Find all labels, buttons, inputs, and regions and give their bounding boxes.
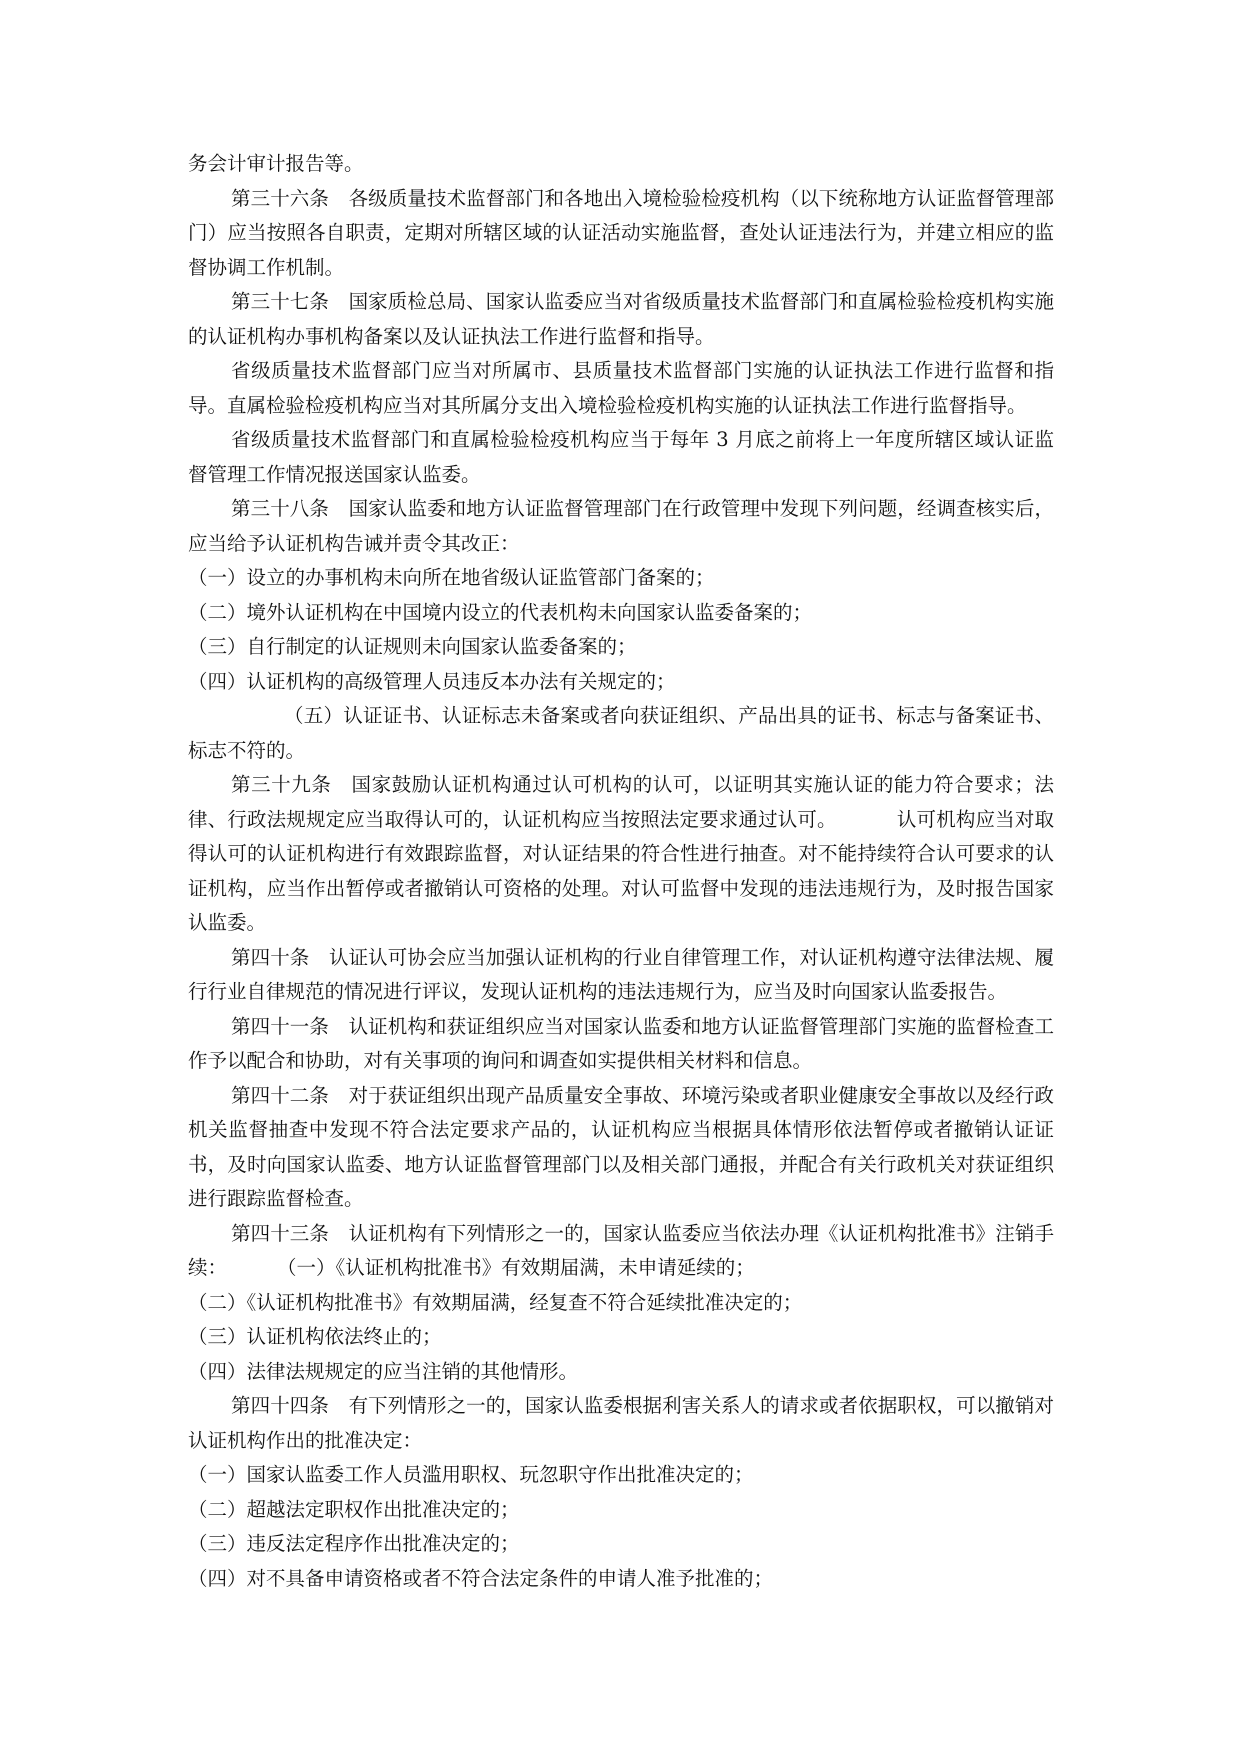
article-38-item-1: （一）设立的办事机构未向所在地省级认证监管部门备案的； <box>188 566 715 589</box>
article-38-item-2: （二）境外认证机构在中国境内设立的代表机构未向国家认监委备案的； <box>188 600 813 624</box>
article-43 <box>188 1217 1054 1286</box>
article-38-item-4: （四）认证机构的高级管理人员违反本办法有关规定的； <box>188 669 676 693</box>
article-44-item-2: （二）超越法定职权作出批准决定的； <box>188 1497 520 1521</box>
article-43-text: 第四十三条 认证机构有下列情形之一的，国家认监委应当依法办理《认证机构批准书》注销手续： <box>188 1221 1054 1279</box>
article-41: 第四十一条 认证机构和获证组织应当对国家认监委和地方认证监督管理部门实施的监督检查工作予以配合和协助，对有关事项的询问和调查如实提供相关材料和信息。 <box>188 1014 1054 1072</box>
article-43-item-4: （四）法律法规规定的应当注销的其他情形。 <box>188 1359 579 1383</box>
article-42: 第四十二条 对于获证组织出现产品质量安全事故、环境污染或者职业健康安全事故以及经行政机关监督抽查中发现不符合法定要求产品的，认证机构应当根据具体情形依法暂停或者撤销认证证书，及时向国家认监委、地方认证监督管理部门以及相关部门通报，并配合有关行政机关对获证组织进行跟踪监督检查。 <box>188 1083 1054 1210</box>
article-38-item-5: （五）认证证书、认证标志未备案或者向获证组织、产品出具的证书、标志与备案证书、标志不符的。 <box>188 704 1054 762</box>
article-40: 第四十条 认证认可协会应当加强认证机构的行业自律管理工作，对认证机构遵守法律法规、履行行业自律规范的情况进行评议，发现认证机构的违法违规行为，应当及时向国家认监委报告。 <box>188 945 1054 1003</box>
article-43-item-3: （三）认证机构依法终止的； <box>188 1325 442 1348</box>
article-37-para-2: 省级质量技术监督部门应当对所属市、县质量技术监督部门实施的认证执法工作进行监督和指导。直属检验检疫机构应当对其所属分支出入境检验检疫机构实施的认证执法工作进行监督指导。 <box>188 359 1054 417</box>
article-39-text-2: 认可机构应当对取得认可的认证机构进行有效跟踪监督，对认证结果的符合性进行抽查。对不能持续符合认可要求的认证机构，应当作出暂停或者撤销认可资格的处理。对认可监督中发现的违法违规行为，及时报告国家认监委。 <box>188 807 1054 934</box>
article-37-para-3: 省级质量技术监督部门和直属检验检疫机构应当于每年 3 月底之前将上一年度所辖区域认证监督管理工作情况报送国家认监委。 <box>188 428 1054 486</box>
article-39 <box>188 768 1054 941</box>
article-39-text: 第三十九条 国家鼓励认证机构通过认可机构的认可，以证明其实施认证的能力符合要求；法律、行政法规规定应当取得认可的，认证机构应当按照法定要求通过认可。 <box>188 773 1054 831</box>
article-43-item-2: （二）《认证机构批准书》有效期届满，经复查不符合延续批准决定的； <box>188 1290 803 1314</box>
article-44-item-4: （四）对不具备申请资格或者不符合法定条件的申请人准予批准的； <box>188 1566 774 1590</box>
article-38: 第三十八条 国家认监委和地方认证监督管理部门在行政管理中发现下列问题，经调查核实后，应当给予认证机构告诫并责令其改正： <box>188 497 1054 555</box>
article-43-item-1: （一）《认证机构批准书》有效期届满，未申请延续的； <box>277 1256 755 1279</box>
article-44-item-3: （三）违反法定程序作出批准决定的； <box>188 1532 520 1555</box>
document-page <box>188 147 1054 1596</box>
article-37: 第三十七条 国家质检总局、国家认监委应当对省级质量技术监督部门和直属检验检疫机构实施的认证机构办事机构备案以及认证执法工作进行监督和指导。 <box>188 290 1054 348</box>
article-44-item-1: （一）国家认监委工作人员滥用职权、玩忽职守作出批准决定的； <box>188 1463 754 1486</box>
paragraph-continuation: 务会计审计报告等。 <box>188 152 364 175</box>
article-44: 第四十四条 有下列情形之一的，国家认监委根据利害关系人的请求或者依据职权，可以撤销对认证机构作出的批准决定： <box>188 1394 1054 1452</box>
article-36: 第三十六条 各级质量技术监督部门和各地出入境检验检疫机构（以下统称地方认证监督管理部门）应当按照各自职责，定期对所辖区域的认证活动实施监督，查处认证违法行为，并建立相应的监督协调工作机制。 <box>188 186 1054 279</box>
article-38-item-3: （三）自行制定的认证规则未向国家认监委备案的； <box>188 635 637 658</box>
